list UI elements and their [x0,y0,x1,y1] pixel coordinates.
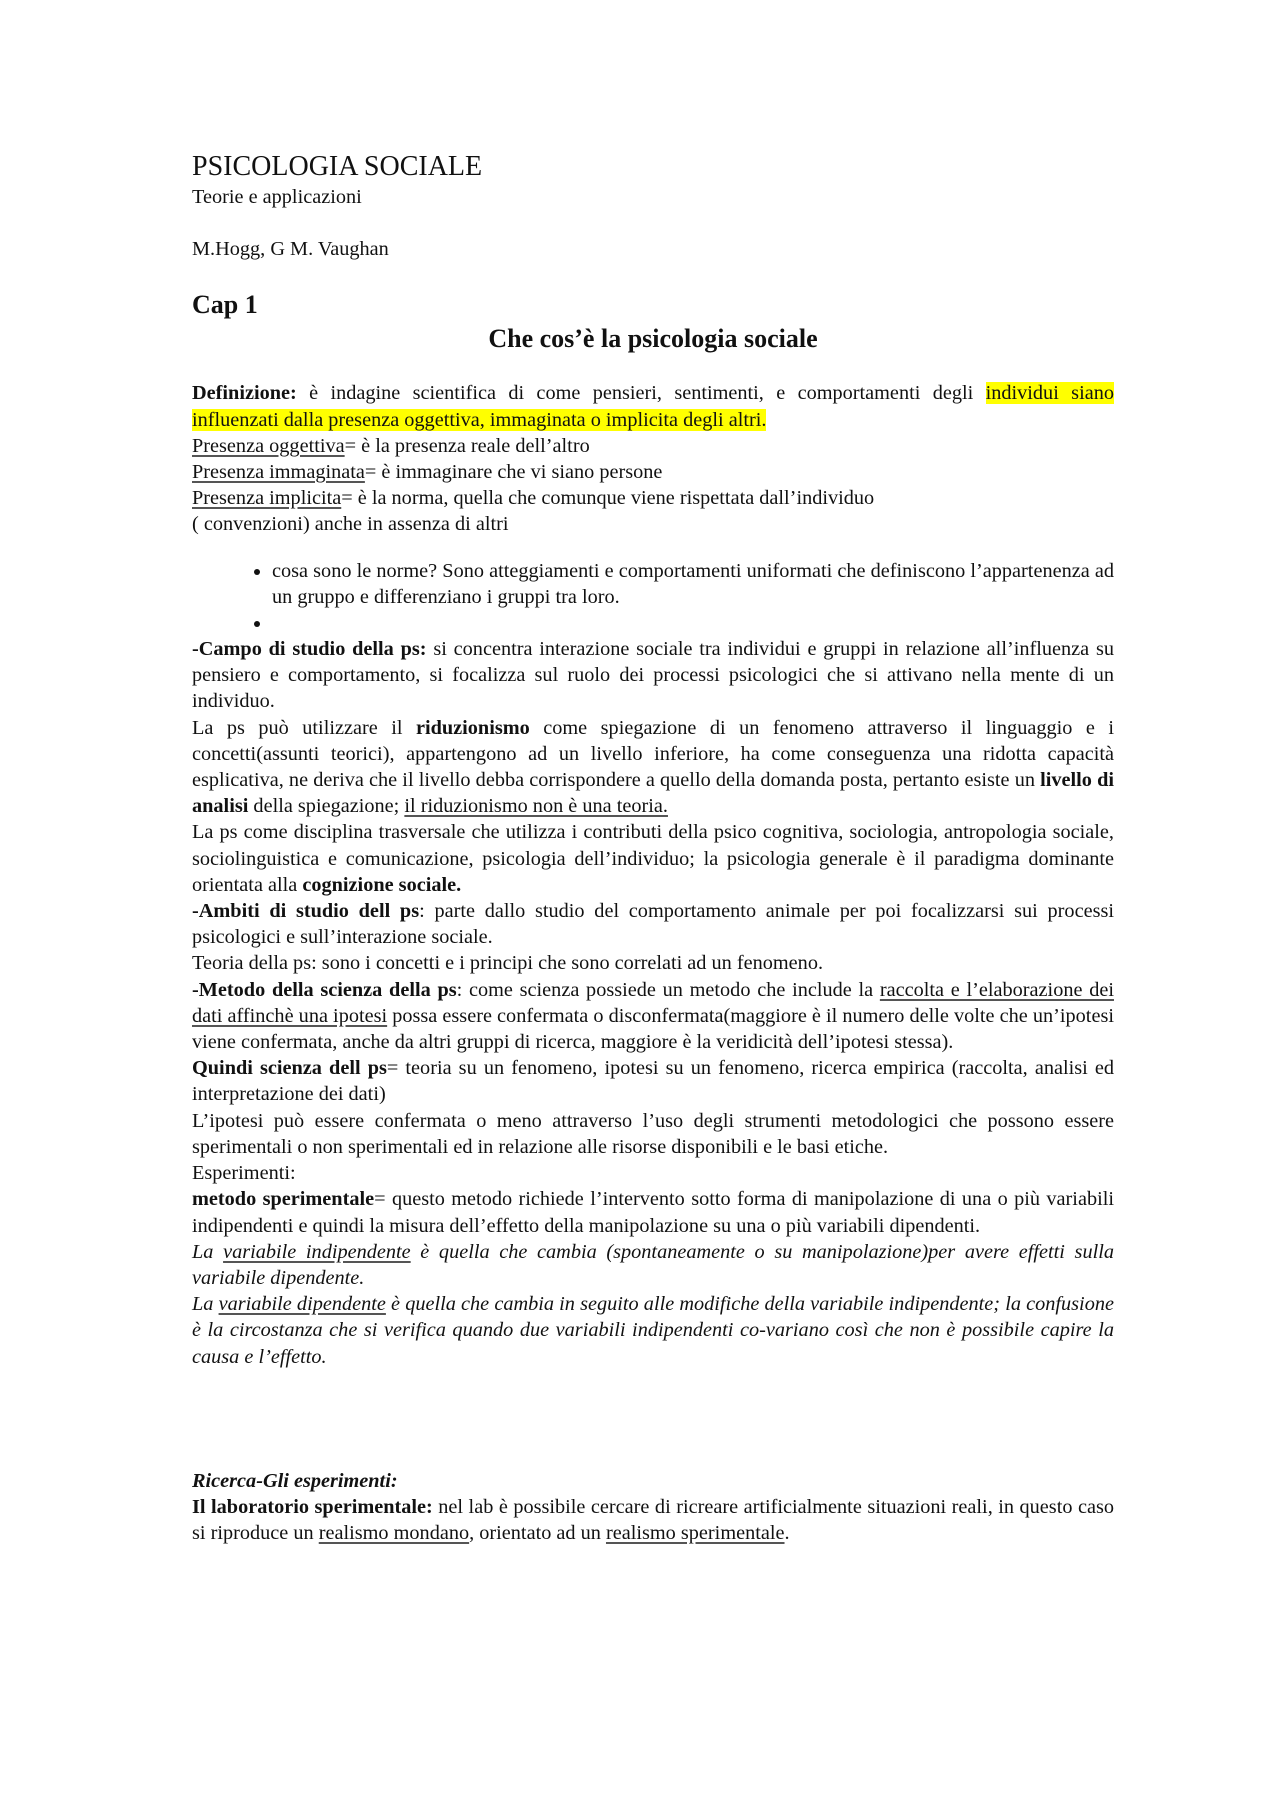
text-run: possa essere confermata o disconfermata(maggiore è il numero delle volte che un’ipotesi viene confermata, anche da altri gruppi di ricerca, maggiore è la veridicità dell’ipotesi stessa). [192,1004,1114,1054]
trasversale-paragraph [192,819,1114,898]
text-run: : parte dallo studio del comportamento animale per poi focalizzarsi sui processi psicologici e sull’interazione sociale. [192,900,1114,949]
variabile-indipendente-term: variabile indipendente [223,1240,411,1263]
variabile-dipendente-paragraph [192,1291,1114,1370]
metodo-label: -Metodo della scienza della ps [192,978,457,1001]
list-item-empty [272,610,1114,636]
presenza-def: = è immaginare che vi siano persone [364,461,663,484]
riduzionismo-paragraph [192,715,1114,820]
laboratorio-label: Il laboratorio sperimentale: [192,1495,433,1518]
list-item: • cosa sono le norme? Sono atteggiamenti e comportamenti uniformati che definiscono l’appartenenza ad un gruppo e differenziano i gruppi tra loro. [272,558,1114,610]
presenza-immaginata [192,459,1114,485]
livello-analisi-term: livello di analisi [192,769,1115,818]
variabile-indipendente-paragraph [192,1239,1114,1291]
text-run: La ps come disciplina trasversale che utilizza i contributi della psico cognitiva, sociologia, antropologia sociale, sociolinguistica e comunicazione, psicologia dell’individuo; la psicologia generale è il paradigma dominante orientata alla [192,821,1114,896]
definition-paragraph [192,380,1114,432]
text-run: è quella che cambia in seguito alle modifiche della variabile indipendente; la confusione è la circostanza che si verifica quando due variabili indipendenti co-variano così che non è possibile capire la causa e l’effetto. [192,1293,1114,1368]
chapter-label: Cap 1 [192,290,258,320]
bullet-list [192,558,1114,636]
presenza-term: Presenza implicita [192,487,342,510]
quindi-paragraph [192,1055,1114,1107]
presenza-continuation: ( convenzioni) anche in assenza di altri [192,513,509,536]
laboratorio-paragraph [192,1494,1114,1546]
ambiti-paragraph [192,898,1114,950]
campo-paragraph [192,636,1114,715]
campo-text: si concentra interazione sociale tra individui e gruppi in relazione all’influenza su pensiero e comportamento, si focalizza sul ruolo dei processi psicologici che si attivano nella mente di un individuo. [192,638,1114,713]
text-run: nel lab è possibile cercare di ricreare artificialmente situazioni reali, in questo caso si riproduce un [192,1495,1114,1545]
text-run: La [192,1293,219,1316]
metodo-paragraph [192,977,1114,1056]
chapter-title: Che cos’è la psicologia sociale [488,324,818,354]
quindi-label: Quindi scienza dell ps [192,1057,387,1080]
presenza-oggettiva [192,433,1114,459]
metodo-underlined: raccolta e l’elaborazione dei dati affinchè una ipotesi [192,978,1114,1027]
cognizione-sociale-term: cognizione sociale. [302,873,462,896]
document-title: PSICOLOGIA SOCIALE [192,151,483,182]
text-run: come spiegazione di un fenomeno attraverso il linguaggio e i concetti(assunti teorici), appartengono ad un livello inferiore, ha come conseguenza una ridotta capacità esplicativa, ne deriva che il livello debba corrispondere a quello della domanda posta, pertanto esiste un [192,716,1114,792]
text-run: La [192,1240,224,1263]
text-run: La ps può utilizzare il [192,716,416,739]
definition-text: è indagine scientifica di come pensieri, sentimenti, e comportamenti degli [296,382,986,405]
esperimenti-label: Esperimenti: [192,1162,296,1185]
text-run: della spiegazione; [248,795,405,818]
teoria-paragraph: Teoria della ps: sono i concetti e i principi che sono correlati ad un fenomeno. [192,952,824,975]
campo-label: -Campo di studio della ps: [192,638,427,661]
document-subtitle: Teorie e applicazioni [192,186,362,208]
riduzionismo-note: il riduzionismo non è una teoria. [404,795,668,818]
realismo-sperimentale-term: realismo sperimentale [605,1522,785,1545]
ipotesi-paragraph: L’ipotesi può essere confermata o meno attraverso l’uso degli strumenti metodologici che possono essere sperimentali o non sperimentali ed in relazione alle risorse disponibili e le basi etiche. [192,1109,1114,1158]
variabile-dipendente-term: variabile dipendente [218,1293,386,1316]
presenza-def: = è la presenza reale dell’altro [344,434,590,457]
metodo-sperimentale-label: metodo sperimentale [192,1188,375,1211]
presenza-implicita [192,485,1114,511]
presenza-term: Presenza oggettiva [192,434,345,457]
presenza-term: Presenza immaginata [192,461,365,484]
definition-highlight: individui siano influenzati dalla presenza oggettiva, immaginata o implicita degli altri. [192,382,1114,431]
text-run: è quella che cambia (spontaneamente o su manipolazione)per avere effetti sulla variabile dipendente. [192,1240,1115,1289]
text-run: , orientato ad un [469,1522,606,1545]
text-run: = teoria su un fenomeno, ipotesi su un fenomeno, ricerca empirica (raccolta, analisi ed interpretazione dei dati) [192,1057,1115,1106]
text-run: . [784,1522,790,1545]
ambiti-label: -Ambiti di studio dell ps [192,900,420,923]
realismo-mondano-term: realismo mondano [318,1522,470,1545]
text-run: : come scienza possiede un metodo che include la [456,978,880,1001]
riduzionismo-term: riduzionismo [415,716,530,739]
definition-label: Definizione: [192,382,297,405]
text-run: = questo metodo richiede l’intervento sotto forma di manipolazione di una o più variabili indipendenti e quindi la misura dell’effetto della manipolazione su una o più variabili dipendenti. [192,1188,1114,1237]
ricerca-heading: Ricerca-Gli esperimenti: [192,1469,398,1492]
metodo-sperimentale-paragraph [192,1186,1114,1238]
document-authors: M.Hogg, G M. Vaughan [192,238,389,261]
presenza-def: = è la norma, quella che comunque viene rispettata dall’individuo [341,487,875,510]
